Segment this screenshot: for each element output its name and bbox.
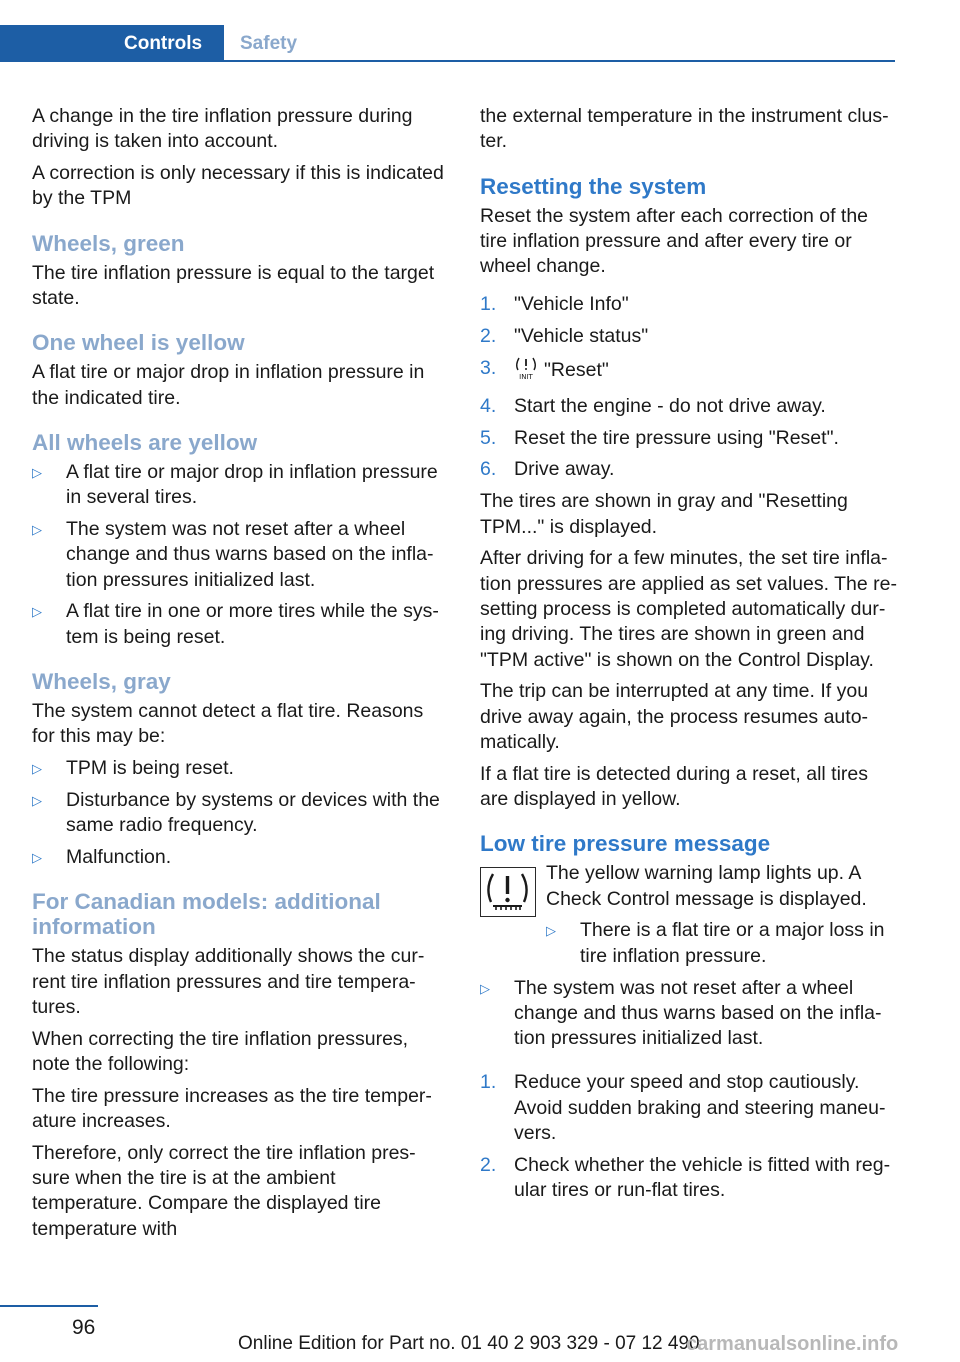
- list-item: ▷ Disturbance by systems or devices with the same radio frequency.: [32, 788, 440, 837]
- steps-list: [480, 1070, 898, 1203]
- heading-one-wheel-yellow: One wheel is yellow: [32, 330, 245, 356]
- bullet-list: [32, 460, 450, 650]
- heading-wheels-gray: Wheels, gray: [32, 668, 171, 694]
- heading-all-wheels-yellow: All wheels are yellow: [32, 429, 258, 455]
- tab-safety[interactable]: Safety: [240, 33, 298, 54]
- list-item: ▷ A flat tire or major drop in inflation pressure in several tires.: [32, 460, 438, 509]
- tire-pressure-warning-icon: [480, 867, 536, 917]
- paragraph: Reset the system after each correction of the tire inflation pressure and after every tire or wheel change.: [480, 204, 869, 278]
- paragraph: A flat tire or major drop in inflation pressure in the indicated tire.: [32, 361, 425, 409]
- paragraph: A correction is only necessary if this is indicated by the TPM: [32, 162, 444, 210]
- bullet-list: [546, 918, 898, 969]
- page-number: 96: [72, 1316, 96, 1339]
- watermark: carmanualsonline.info: [686, 1333, 899, 1355]
- footer-edition: Online Edition for Part no. 01 40 2 903 329 - 07 12 490: [238, 1333, 700, 1354]
- bullet-list: [32, 756, 450, 870]
- paragraph: The system cannot detect a flat tire. Reasons for this may be:: [32, 699, 424, 748]
- paragraph: The tires are shown in gray and "Resetting TPM..." is displayed.: [480, 490, 848, 538]
- list-item: 2. Check whether the vehicle is fitted with reg‐ular tires or run-flat tires.: [480, 1153, 891, 1202]
- tire-init-icon: [514, 356, 538, 387]
- left-column: [32, 104, 450, 1249]
- svg-text:INIT: INIT: [519, 373, 533, 381]
- list-item: 1. "Vehicle Info": [480, 293, 629, 316]
- list-item: ▷ The system was not reset after a wheel change and thus warns based on the infla‐tion pressures initialized last.: [480, 976, 882, 1050]
- paragraph: The tire pressure increases as the tire temper‐ature increases.: [32, 1084, 432, 1133]
- list-item: 1. Reduce your speed and stop cautiously. Avoid sudden braking and steering maneu‐vers.: [480, 1071, 886, 1144]
- paragraph: A change in the tire inflation pressure during driving is taken into account.: [32, 105, 413, 153]
- list-item: 5. Reset the tire pressure using "Reset".: [480, 426, 839, 449]
- list-item: ▷ TPM is being reset.: [32, 756, 450, 781]
- paragraph: If a flat tire is detected during a reset, all tires are displayed in yellow.: [480, 762, 869, 811]
- triangle-bullet-icon: ▷: [32, 604, 42, 620]
- tab-controls[interactable]: Controls: [0, 25, 224, 62]
- paragraph: The yellow warning lamp lights up. A Check Control message is displayed.: [546, 862, 867, 910]
- triangle-bullet-icon: ▷: [32, 464, 42, 480]
- paragraph: The trip can be interrupted at any time. If you drive away again, the process resumes auto‐matically.: [480, 680, 869, 753]
- list-item: 6. Drive away.: [480, 458, 615, 481]
- paragraph: The status display additionally shows the cur‐rent tire inflation pressures and tire tempera‐tures.: [32, 945, 425, 1018]
- paragraph: After driving for a few minutes, the set tire infla‐tion pressures are applied as set values. The re‐setting process is completed automatically dur‐ing driving. The tires are shown in green and "TPM active" is shown on the Control Display.: [480, 547, 897, 671]
- list-item: ▷ A flat tire in one or more tires while the sys‐tem is being reset.: [32, 600, 439, 648]
- list-item: ▷ The system was not reset after a wheel change and thus warns based on the infla‐tion pressures initialized last.: [32, 517, 434, 591]
- list-item: ▷ There is a flat tire or a major loss in tire inflation pressure.: [546, 919, 885, 967]
- list-item: 3. INIT "Reset": [480, 356, 898, 387]
- paragraph: the external temperature in the instrument clus‐ter.: [480, 105, 889, 153]
- heading-wheels-green: Wheels, green: [32, 230, 185, 256]
- footer-rule: [0, 1305, 98, 1307]
- list-item: ▷ Malfunction.: [32, 845, 450, 870]
- right-column: [480, 104, 898, 1210]
- header-tabbar: [0, 25, 895, 62]
- list-item: 2. "Vehicle status": [480, 325, 649, 348]
- triangle-bullet-icon: ▷: [480, 980, 490, 996]
- triangle-bullet-icon: ▷: [32, 521, 42, 537]
- list-item: 4. Start the engine - do not drive away.: [480, 394, 826, 417]
- heading-resetting-system: Resetting the system: [480, 173, 707, 199]
- heading-canadian-models: For Canadian models: additional information: [32, 889, 381, 940]
- triangle-bullet-icon: ▷: [32, 761, 42, 777]
- steps-list: [480, 292, 898, 482]
- paragraph: The tire inflation pressure is equal to the target state.: [32, 261, 435, 309]
- triangle-bullet-icon: ▷: [32, 792, 42, 808]
- triangle-bullet-icon: ▷: [32, 849, 42, 865]
- paragraph: Therefore, only correct the tire inflation pres‐sure when the tire is at the ambient temperature. Compare the displayed tire temperature with: [32, 1141, 416, 1240]
- warning-block: [480, 861, 898, 969]
- bullet-list: [480, 976, 898, 1052]
- triangle-bullet-icon: ▷: [546, 923, 556, 939]
- heading-low-tire-pressure: Low tire pressure message: [480, 831, 771, 857]
- paragraph: When correcting the tire inflation pressures, note the following:: [32, 1027, 409, 1075]
